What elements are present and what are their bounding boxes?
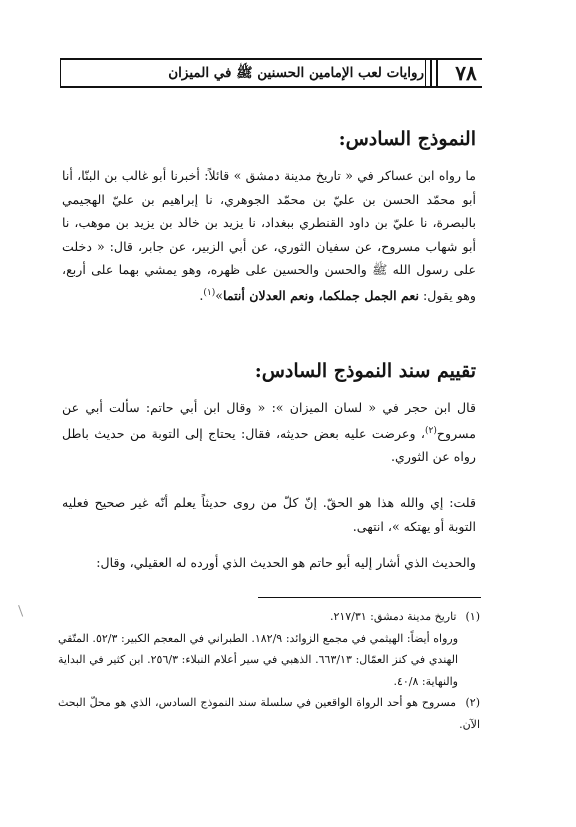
closing-text: والحديث الذي أشار إليه أبو حاتم هو الحديث الذي أورده له العقيلي، وقال: [96,555,476,570]
header-divider [430,58,432,88]
footnote-item [58,606,480,628]
closing-paragraph [62,551,476,575]
margin-mark [18,603,28,616]
footnote-number: (٢) [465,696,480,709]
running-header [60,58,482,88]
footnote-text: مسروح هو أحد الرواة الواقعين في سلسلة سند النموذج السادس، الذي هو محلّ البحث الآن. [58,696,480,731]
footnote-text: ورواه أيضاً: الهيثمي في مجمع الزوائد: ١٨٢/٩. الطبراني في المعجم الكبير: ٥٢/٣. المتّقي الهندي في كنز العمّال: ٦٦٣/١٣. الذهبي في سير أعلام النبلاء: ٢٥٦/٣. ابن كثير في البداية والنهاية: ٤٠/٨. [58,631,459,688]
main-paragraph [62,164,476,307]
footnotes [58,606,480,735]
footnote-ref: (٢) [424,425,437,436]
sentence-end: . [199,287,204,303]
header-divider [425,58,426,88]
commentary-text: قلت: إي والله هذا هو الحقّ. إنّ كلّ من روى حديثاً يعلم أنّه غير صحيح فعليه التوبة أو يهتكه »، انتهى. [62,495,476,534]
page-number: ٧٨ [455,61,477,85]
section-heading: تقييم سند النموذج السادس: [254,360,476,382]
evaluation-paragraph [62,396,476,469]
narration-body: ما رواه ابن عساكر في « تاريخ مدينة دمشق » قائلاً: أخبرنا أبو غالب بن البنّا، أنا أبو محمّد الحسن بن عليّ بن محمّد الجوهري، نا إبراهيم بن عليّ الهجيمي بالبصرة، نا عليّ بن داود القنطري ببغداد، نا يزيد بن خالد بن يزيد بن موهب، نا أبو شهاب مسروح، عن سفيان الثوري، عن أبي الزبير، عن جابر، قال: « دخلت على رسول الله ﷺ والحسن والحسين على ظهره، وهو يمشي بهما على أربع، وهو يقول: [62,168,476,303]
running-title: روايات لعب الإمامين الحسنين ﷺ في الميزان [168,65,424,81]
commentary-paragraph [62,491,476,538]
section-heading: النموذج السادس: [338,128,476,150]
narration-text [62,164,476,307]
header-divider [436,58,438,88]
quote-close: » [215,287,223,303]
quoted-saying: نعم الجمل جملكما، ونعم العدلان أنتما [223,287,419,303]
quote-text: قال ابن حجر في « لسان الميزان »: « وقال ابن أبي حاتم: سألت أبي عن مسروح [62,400,476,441]
footnote-separator [258,597,481,598]
footnote-item [58,692,480,735]
footnote-ref: (١) [203,287,216,298]
footnote-item [58,628,480,693]
footnote-number: (١) [465,610,480,623]
quote-ibn-hajar [62,396,476,469]
quote-text: ، وعرضت عليه بعض حديثه، فقال: يحتاج إلى التوبة من حديث باطل رواه عن الثوري. [62,425,476,465]
footnote-text: تاريخ مدينة دمشق: ٢١٧/٣١. [329,610,457,623]
